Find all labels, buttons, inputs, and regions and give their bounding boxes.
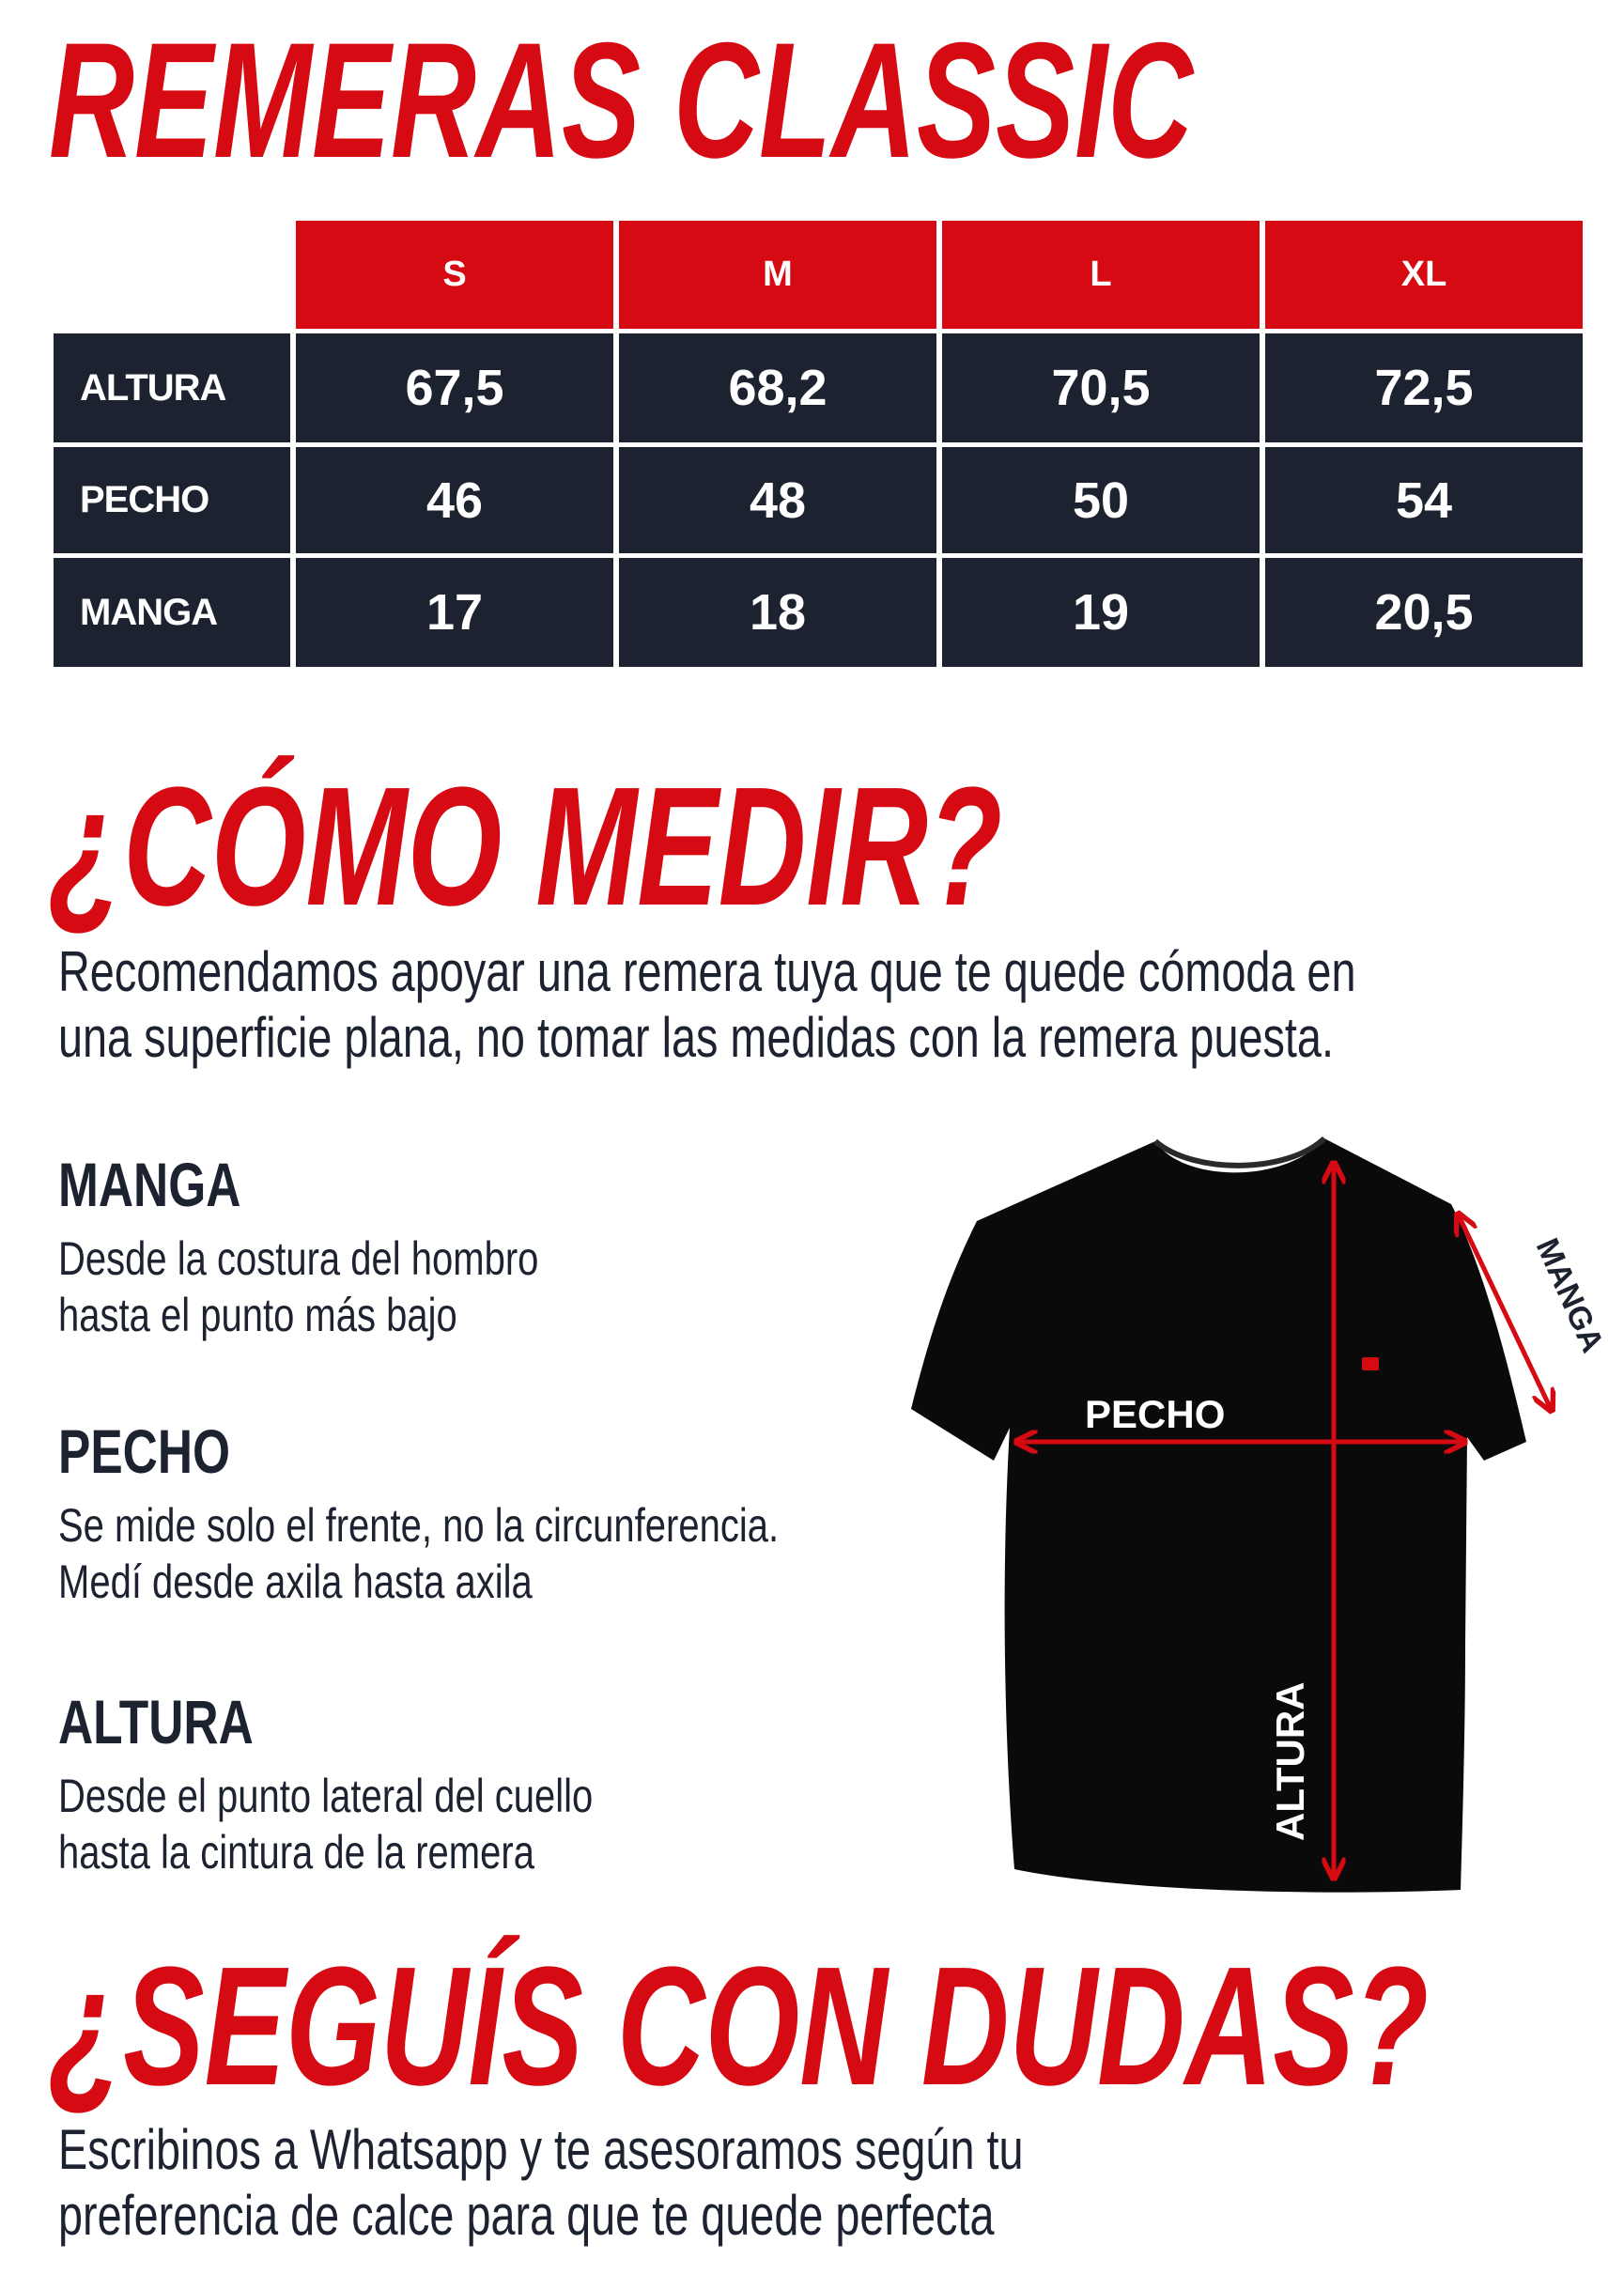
tshirt-diagram-icon (883, 1118, 1611, 1916)
manga-desc-line: hasta el punto más bajo (58, 1289, 457, 1341)
como-medir-title: ¿CÓMO MEDIR? (49, 752, 1003, 941)
size-header-l: L (942, 221, 1260, 329)
manga-desc-line: Desde la costura del hombro (58, 1232, 539, 1285)
table-cell: 68,2 (619, 333, 936, 442)
table-cell: 72,5 (1265, 333, 1583, 442)
table-cell: 48 (619, 447, 936, 553)
tshirt-shape (911, 1138, 1526, 1893)
size-header-xl: XL (1265, 221, 1583, 329)
dudas-line: Escribinos a Whatsapp y te asesoramos según tu (58, 2118, 1024, 2181)
altura-desc-line: hasta la cintura de la remera (58, 1826, 534, 1879)
manga-label: MANGA (1528, 1232, 1611, 1358)
table-cell: 46 (296, 447, 613, 553)
altura-description (58, 1768, 593, 1880)
table-cell: 17 (296, 558, 613, 667)
table-cell: 20,5 (1265, 558, 1583, 667)
intro-text (58, 939, 1355, 1071)
altura-heading: ALTURA (58, 1687, 254, 1756)
dudas-text (58, 2117, 1024, 2249)
intro-line: una superficie plana, no tomar las medidas con la remera puesta. (58, 1006, 1334, 1069)
intro-line: Recomendamos apoyar una remera tuya que te quede cómoda en (58, 940, 1356, 1003)
page-title: REMERAS CLASSIC (49, 9, 1194, 193)
table-cell: 54 (1265, 447, 1583, 553)
dudas-line: preferencia de calce para que te quede perfecta (58, 2184, 995, 2247)
dudas-title: ¿SEGUÍS CON DUDAS? (49, 1932, 1429, 2121)
pecho-label: PECHO (1085, 1392, 1226, 1436)
manga-heading: MANGA (58, 1150, 241, 1219)
manga-description (58, 1230, 538, 1343)
row-label-pecho: PECHO (54, 447, 290, 553)
table-cell: 67,5 (296, 333, 613, 442)
table-cell: 50 (942, 447, 1260, 553)
table-cell: 18 (619, 558, 936, 667)
altura-label: ALTURA (1268, 1681, 1312, 1841)
pecho-heading: PECHO (58, 1416, 231, 1486)
table-cell: 19 (942, 558, 1260, 667)
table-cell: 70,5 (942, 333, 1260, 442)
row-label-altura: ALTURA (54, 333, 290, 442)
row-label-manga: MANGA (54, 558, 290, 667)
pecho-description (58, 1497, 779, 1610)
pecho-desc-line: Medí desde axila hasta axila (58, 1555, 533, 1608)
logo-patch-icon (1362, 1357, 1379, 1370)
size-header-m: M (619, 221, 936, 329)
altura-desc-line: Desde el punto lateral del cuello (58, 1770, 594, 1822)
pecho-desc-line: Se mide solo el frente, no la circunferencia. (58, 1499, 780, 1552)
size-header-s: S (296, 221, 613, 329)
